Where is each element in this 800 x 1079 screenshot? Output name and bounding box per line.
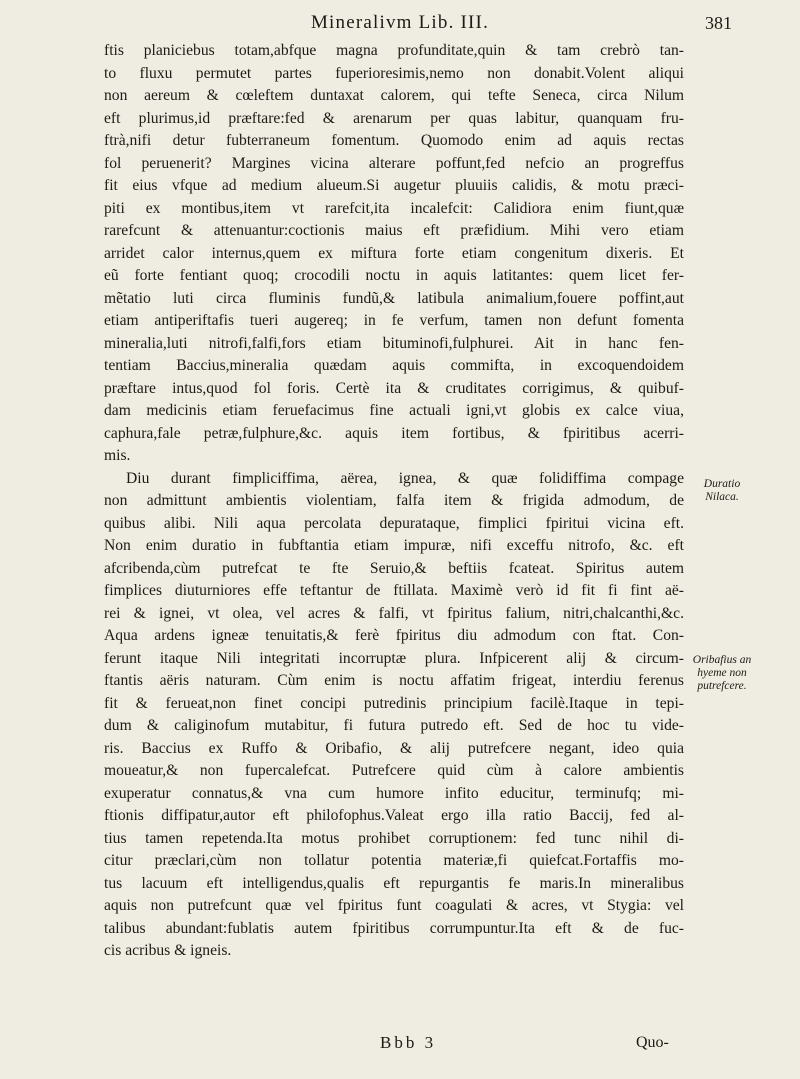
text-line: quibus alibi. Nili aqua percolata depurataque, fimplici fpiritui vicina eft. <box>104 514 684 532</box>
text-line: mẽtatio luti circa fluminis fundũ,& latibula animalium,fouere poffint,aut <box>104 289 684 307</box>
text-line: rarefcunt & attenuantur:coctionis maius eft præfidium. Mihi vero etiam <box>104 222 684 239</box>
text-line: exuperatur connatus,& vna cum humore infito educitur, terminufq; mi- <box>104 784 684 802</box>
text-line: fol peruenerit? Margines vicina alterare poffunt,fed nefcio an progreffus <box>104 154 684 172</box>
text-line: ftrà,nifi detur fubterraneum fomentum. Quomodo enim ad aquis rectas <box>104 132 684 149</box>
text-line: cis acribus & igneis. <box>104 942 232 959</box>
page-number: 381 <box>705 13 732 33</box>
text-line: tius tamen repetenda.Ita motus prohibet corruptionem: fed tunc nihil di- <box>104 829 684 847</box>
text-line: etiam antiperiftafis tueri augereq; in fe verfum, tamen non defunt fomenta <box>104 312 684 329</box>
text-line: moueatur,& non fupercalefcat. Putrefcere quid cùm à calore ambientis <box>104 762 684 779</box>
text-line: aquis non putrefcunt quæ vel fpiritus funt coagulati & acres, vt Stygia: vel <box>104 897 684 914</box>
text-line: ftionis diffipatur,autor eft philofophus.Valeat ergo illa ratio Baccij, fed al- <box>104 807 684 824</box>
text-line: Aqua ardens igneæ tenuitatis,& ferè fpiritus diu admodum con ftat. Con- <box>104 627 684 644</box>
text-line: fimplices diuturniores effe teftantur de ftillata. Maximè verò id fit fi fint aë- <box>104 582 684 599</box>
text-line: præftare intus,quod fol foris. Certè ita & cruditates corrigimus, & quibuf- <box>104 379 684 397</box>
text-line: mis. <box>104 447 131 464</box>
text-line: ris. Baccius ex Ruffo & Oribafio, & alij putrefcere negant, ideo quia <box>104 739 684 757</box>
text-line: afcribenda,cùm putrefcat te fte Seruio,& beftiis fcateat. Spiritus autem <box>104 559 684 577</box>
text-line: tus lacuum eft intelligendus,qualis eft repurgantis fe maris.In mineralibus <box>104 874 684 892</box>
text-line: talibus abundant:fublatis autem fpiritibus corrumpuntur.Ita eft & de fuc- <box>104 919 684 937</box>
text-line: to fluxu permutet partes fuperioresimis,nemo non donabit.Volent aliqui <box>104 64 684 82</box>
text-line: Non enim duratio in fubftantia etiam impuræ, nifi exceffu nitrofo, &c. eft <box>104 537 684 554</box>
text-line: citur præclari,cùm non tollatur potentia materiæ,fi quiefcat.Fortaffis mo- <box>104 852 684 869</box>
text-line: eũ forte fentiant quoq; crocodili noctu in aquis latitantes: quem licet fer- <box>104 267 684 284</box>
text-line: non admittunt ambientis violentiam, falfa item & frigida admodum, de <box>104 492 684 509</box>
page-header <box>0 4 800 36</box>
text-line: ftis planiciebus totam,abfque magna profunditate,quin & tam crebrò tan- <box>104 42 684 59</box>
text-line: non aereum & cœleftem duntaxat calorem, qui tefte Seneca, circa Nilum <box>104 87 684 104</box>
body-text <box>104 40 684 963</box>
text-line: dam medicinis etiam feruefacimus fine actuali igni,vt globis ex calce viua, <box>104 402 684 419</box>
page-footer <box>0 1030 800 1060</box>
margin-note-duratio: Duratio Nilaca. <box>703 478 741 503</box>
text-line: arridet calor internus,quem ex miftura forte etiam congenitum dixeris. Et <box>104 244 684 262</box>
running-title: Mineralivm Lib. III. <box>310 12 490 33</box>
text-line: eft plurimus,id præftare:fed & arenarum per quas labitur, quanquam fru- <box>104 109 684 127</box>
text-line: mineralia,luti nitrofi,falfi,fors etiam bituminofi,fulphurei. Ait in hanc fen- <box>104 334 684 352</box>
margin-note-oribasius: Oribafius an hyeme non putrefcere. <box>692 654 752 692</box>
text-line: fit & ferueat,non finet concipi putredinis principium facilè.Itaque in tepi- <box>104 694 684 712</box>
text-line: piti ex montibus,item vt rarefcit,ita incalefcit: Calidiora enim fiunt,quæ <box>104 199 684 217</box>
text-line: dum & caliginofum mutabitur, fi futura putredo eft. Sed de hoc tu vide- <box>104 717 684 734</box>
text-line: fit eius vfque ad medium alueum.Si augetur pluuiis calidis, & motu præci- <box>104 177 684 194</box>
text-line: ferunt itaque Nili integritati incorruptæ plura. Infpicerent alij & circum- <box>104 649 684 667</box>
signature-mark: Bbb 3 <box>380 1033 437 1052</box>
text-line: tentiam Baccius,mineralia quædam aquis commifta, in excoquendoidem <box>104 357 684 374</box>
catchword: Quo- <box>636 1034 669 1051</box>
text-line: ftantis aëris naturam. Cùm enim is noctu affatim frigeat, interdiu ferenus <box>104 672 684 689</box>
paragraph-start-line: Diu durant fimpliciffima, aërea, ignea, & quæ folidiffima compage <box>126 469 684 487</box>
text-line: caphura,fale petræ,fulphure,&c. aquis item fortibus, & fpiritibus acerri- <box>104 424 684 442</box>
text-line: rei & ignei, vt olea, vel acres & falfi, vt fpiritus falium, nitri,chalcanthi,&c. <box>104 604 684 622</box>
